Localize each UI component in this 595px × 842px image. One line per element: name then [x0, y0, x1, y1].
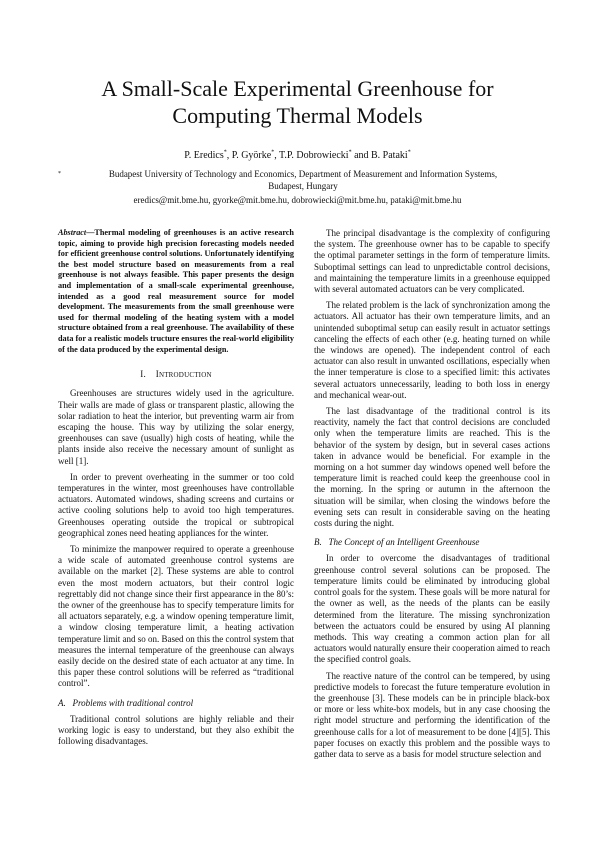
subsection-heading-b: [314, 537, 550, 548]
author-name: P. Eredics: [184, 150, 224, 161]
author-separator: ,: [226, 150, 232, 161]
affiliation-line-1: Budapest University of Technology and Economics, Department of Measurement and Information Systems,: [108, 169, 498, 179]
abstract: [58, 228, 294, 355]
paragraph: The principal disadvantage is the complexity of configuring the system. The greenhouse owner has to be capable to specify the optimal parameter settings in the form of temperature limits. Suboptimal settings can lead to unpredictable control decisions, and maintaining the temperature limits in a greenhouse equipped with several automated actuators can be very complicated.: [314, 228, 550, 295]
paragraph: The reactive nature of the control can be tempered, by using predictive models to forecast the future temperature evolution in the greenhouse [3]. These models can be in principle black-box or more or less white-box models, but in any case choosing the right model structure and performing the identification of the greenhouse calls for a lot of measurement to be done [4][5]. This paper focuses on exactly this problem and the possible ways to gather data to serve as a basis for model structure selection and: [314, 670, 550, 759]
author-name: T.P. Dobrowiecki: [279, 150, 349, 161]
left-column: [58, 228, 294, 747]
abstract-label: Abstract: [58, 228, 87, 237]
section-heading-introduction: [58, 369, 294, 381]
subsection-label: B.: [314, 537, 322, 548]
title-line-2: Computing Thermal Models: [172, 103, 423, 128]
author-name: P. Györke: [231, 150, 272, 161]
author-separator: and: [351, 150, 372, 161]
author-name: B. Pataki: [371, 150, 408, 161]
affiliation-mark: *: [58, 171, 61, 177]
section-number: I.: [140, 369, 146, 380]
abstract-text: Thermal modeling of greenhouses is an active research topic, aiming to provide high precision forecasting models needed for efficient greenhouse control solutions. Unfortunately identifying the best model structure based on measurements from a real greenhouse is not always feasible. This paper presents the design and implementation of a small-scale experimental greenhouse, intended as a good real measurement source for model development. The measurements from the small greenhouse were used for thermal modeling of the heating system with a model structure obtained from a real greenhouse. The availability of these data for a realistic models tructure ensures the real-world eligibility of the data produced by the experimental design.: [58, 228, 294, 354]
title-line-1: A Small-Scale Experimental Greenhouse for: [101, 76, 494, 101]
author-mark: *: [271, 149, 275, 156]
author-list: [40, 150, 555, 162]
affiliation: [58, 168, 548, 192]
paragraph: To minimize the manpower required to operate a greenhouse a wide scale of automated greenhouse control systems are available on the market [2]. These systems are able to control even the most modern actuators, but their control logic regrettably did not change since their first appearance in the 80’s: the owner of the greenhouse has to specify temperature limits for all actuators separately, e.g. a window opening temperature limit, a window closing temperature limit, a heating activation temperature limit and so on. Based on this the control system that measures the internal temperature of the greenhouse can always easily decide on the desired state of each actuator at any time. In this paper these control solutions will be referred as “traditional control”.: [58, 543, 294, 689]
author-mark: *: [223, 149, 227, 156]
paragraph: Traditional control solutions are highly reliable and their working logic is easy to understand, but they also exhibit the following disadvantages.: [58, 713, 294, 747]
abstract-dash: —: [86, 228, 95, 237]
subsection-heading-a: [58, 698, 294, 709]
paragraph: In order to prevent overheating in the summer or too cold temperatures in the winter, most greenhouses have controllable actuators. Automated windows, shading screens and curtains or active cooling solutions help to avoid too high temperatures. Greenhouses operating outside the tropical or subtropical geographical zones need heating appliances for the winter.: [58, 471, 294, 538]
paragraph: Greenhouses are structures widely used in the agriculture. Their walls are made of glass or transparent plastic, allowing the solar radiation to heat the interior, but preventing warm air from escaping the house. This way by utilizing the solar energy, greenhouses can save (usually) high costs of heating, while the plants inside also receive the necessary amount of sunlight as well [1].: [58, 388, 294, 466]
paragraph: The last disadvantage of the traditional control is its reactivity, namely the fact that control decisions are concluded only when the temperature limits are reached. This is the behavior of the system by design, but in several cases actions taken in advance would be beneficial. For example in the morning on a hot summer day windows opened well before the temperature limit is reached could keep the greenhouse cool in the morning. In the spring or autumn in the afternoon the situation will be similar, when closing the windows before the evening sets can result in considerable saving on the heating costs during the night.: [314, 406, 550, 529]
paragraph: In order to overcome the disadvantages of traditional greenhouse control several solutions can be proposed. The temperature limits could be eliminated by introducing global control goals for the system. These goals will be more natural for the owner as well, as the needs of the plants can be easily determined from the literature. The missing synchronization between the actuators could be ensured by using AI planning methods. This way creating a common action plan for all actuators would naturally ensure their cooperation aimed to reach the specified control goals.: [314, 553, 550, 665]
subsection-label: A.: [58, 697, 66, 708]
subsection-title: Problems with traditional control: [72, 697, 194, 708]
author-separator: ,: [274, 150, 280, 161]
section-title-rest: NTRODUCTION: [158, 371, 212, 380]
author-mark: *: [348, 149, 352, 156]
section-title-initial: I: [155, 369, 159, 380]
affiliation-line-2: Budapest, Hungary: [268, 181, 338, 191]
paper-title: [40, 75, 555, 129]
right-column: [314, 228, 550, 760]
author-emails: eredics@mit.bme.hu, gyorke@mit.bme.hu, dobrowiecki@mit.bme.hu, pataki@mit.bme.hu: [133, 195, 462, 205]
subsection-title: The Concept of an Intelligent Greenhouse: [328, 537, 480, 548]
author-mark: *: [407, 149, 411, 156]
paragraph: The related problem is the lack of synchronization among the actuators. All actuator has their own temperature limits, and an unintended suboptimal setup can easily result in actuator settings canceling the effects of each other (e.g. heating turned on while the windows are opened). The independent control of each actuator can also result in unwanted oscillations, especially when the inner temperature is close to a specified limit: this activates several actuators unnecessarily, leading to both loss in energy and mechanical wear-out.: [314, 300, 550, 400]
